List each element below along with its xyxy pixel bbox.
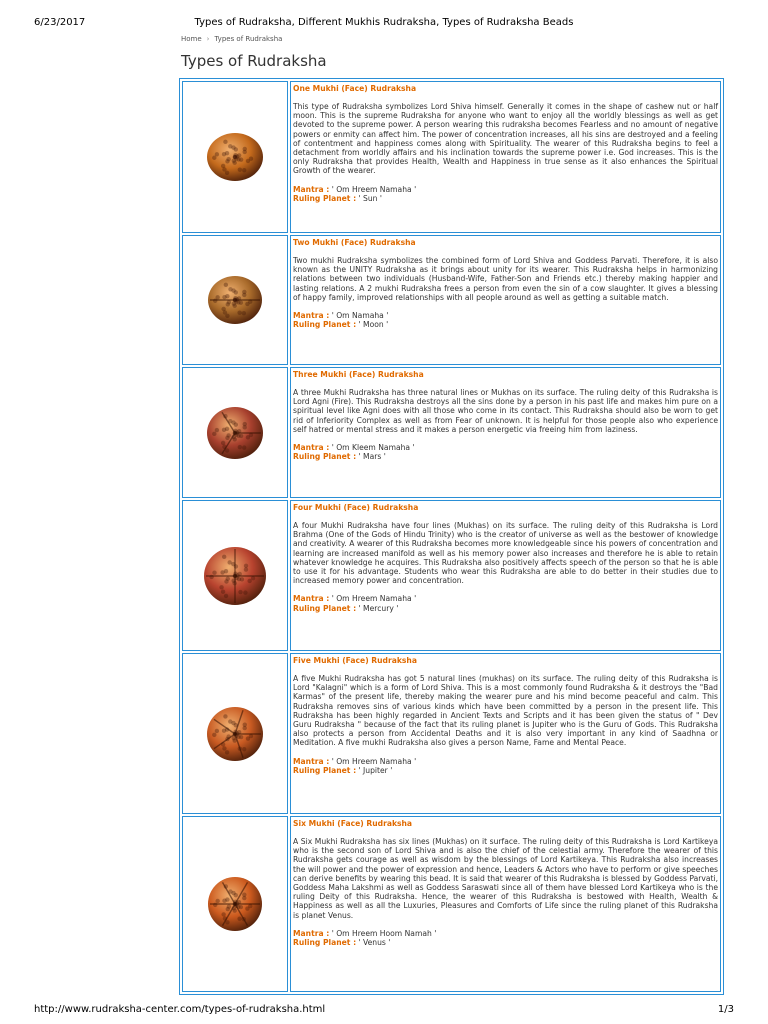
breadcrumb-home-link[interactable]: Home (181, 35, 202, 43)
ruling-planet-value: ' Jupiter ' (356, 765, 393, 775)
rudraksha-title: Four Mukhi (Face) Rudraksha (293, 503, 419, 512)
rudraksha-meta (293, 929, 718, 947)
ruling-planet-value: ' Moon ' (356, 320, 389, 330)
rudraksha-image-cell (182, 81, 288, 233)
breadcrumb-separator: › (206, 35, 210, 43)
mantra-value: ' Om Hreem Namaha ' (329, 756, 417, 766)
rudraksha-title: Three Mukhi (Face) Rudraksha (293, 370, 424, 379)
rudraksha-title: Two Mukhi (Face) Rudraksha (293, 238, 416, 247)
rudraksha-description: A Six Mukhi Rudraksha has six lines (Mukhas) on it surface. The ruling deity of this Rudraksha is Lord Kartikeya who is the second son of Lord Shiva and is also the chief of the celestial army. Therefore the wearer of this Rudraksha gets courage as well as wisdom by the blessings of Lord Kartikeya. This Rudraksha also increases the will power and the power of expression and hence, Leaders & Actors who have to perform or give speeches can derive benefits by wearing this bead. It is said that wearer of this Rudraksha is blessed by Goddess Parvati, Goddess Maha Lakshmi as well as Goddess Saraswati since all of them have blessed Lord Kartikeya who is the ruling Deity of this Rudraksha. Hence, the wearer of this Rudraksha is bestowed with Health, Wealth & Happiness as well as all the Luxuries, Pleasures and Comforts of Life since the ruling planet of this Rudraksha is planet Venus. (293, 837, 718, 920)
mantra-label: Mantra : (293, 443, 330, 453)
breadcrumb (181, 35, 282, 43)
rudraksha-bead-image (206, 706, 264, 762)
rudraksha-row (182, 653, 721, 814)
rudraksha-info-cell (290, 500, 721, 651)
rudraksha-row (182, 235, 721, 365)
print-date: 6/23/2017 (34, 17, 86, 28)
print-url: http://www.rudraksha-center.com/types-of-rudraksha.html (34, 1004, 326, 1015)
rudraksha-row (182, 367, 721, 498)
rudraksha-info-cell (290, 81, 721, 233)
mantra-value: ' Om Hreem Namaha ' (329, 184, 417, 194)
ruling-planet-label: Ruling Planet : (293, 452, 357, 462)
rudraksha-row (182, 816, 721, 992)
rudraksha-meta (293, 594, 718, 612)
rudraksha-table (179, 78, 724, 995)
rudraksha-title: One Mukhi (Face) Rudraksha (293, 84, 417, 93)
rudraksha-bead-image (203, 546, 267, 606)
ruling-planet-value: ' Sun ' (356, 193, 382, 203)
mantra-value: ' Om Hreem Namaha ' (329, 594, 417, 604)
mantra-label: Mantra : (293, 928, 330, 938)
print-page-number: 1/3 (717, 1004, 734, 1015)
ruling-planet-value: ' Mars ' (356, 452, 386, 462)
rudraksha-info-cell (290, 816, 721, 992)
mantra-value: ' Om Kleem Namaha ' (329, 443, 415, 453)
mantra-label: Mantra : (293, 184, 330, 194)
rudraksha-meta (293, 185, 718, 203)
rudraksha-bead-image (206, 132, 264, 182)
print-title: Types of Rudraksha, Different Mukhis Rudraksha, Types of Rudraksha Beads (194, 17, 574, 28)
rudraksha-meta (293, 443, 718, 461)
mantra-label: Mantra : (293, 594, 330, 604)
ruling-planet-label: Ruling Planet : (293, 603, 357, 613)
mantra-label: Mantra : (293, 311, 330, 321)
rudraksha-info-cell (290, 367, 721, 498)
mantra-value: ' Om Hreem Hoom Namah ' (329, 928, 437, 938)
rudraksha-image-cell (182, 653, 288, 814)
ruling-planet-value: ' Mercury ' (356, 603, 399, 613)
print-header (0, 0, 768, 28)
rudraksha-image-cell (182, 816, 288, 992)
rudraksha-info-cell (290, 653, 721, 814)
rudraksha-meta (293, 311, 718, 329)
rudraksha-row (182, 500, 721, 651)
rudraksha-description: Two mukhi Rudraksha symbolizes the combined form of Lord Shiva and Goddess Parvati. Therefore, it is also known as the UNITY Rudraksha as it brings about unity for its wearer. This Rudraksha helps in harmonizing relations between two individuals (Husband-Wife, Father-Son and Friends etc.) thereby making happier and lasting relations. A 2 mukhi Rudraksha frees a person from even the sin of a cow slaughter. It gives a blessing of happy family, improved relationships with all people around as well as getting a suitable match. (293, 256, 718, 302)
rudraksha-title: Six Mukhi (Face) Rudraksha (293, 819, 413, 828)
rudraksha-description: A three Mukhi Rudraksha has three natural lines or Mukhas on its surface. The ruling deity of this Rudraksha is Lord Agni (Fire). This Rudraksha destroys all the sins done by a person in his past life and makes him pure on a spiritual level like Agni does with all those who come in its contact. This Rudraksha should also be worn to get rid of Inferiority Complex as well as from Fear of unknown. It is helpful for those people also who experience self hatred or mental stress and it makes a person energetic via freeing him from laziness. (293, 388, 718, 434)
ruling-planet-label: Ruling Planet : (293, 938, 357, 948)
rudraksha-row (182, 81, 721, 233)
rudraksha-image-cell (182, 500, 288, 651)
ruling-planet-label: Ruling Planet : (293, 320, 357, 330)
rudraksha-bead-image (206, 406, 264, 460)
rudraksha-description: A four Mukhi Rudraksha have four lines (Mukhas) on its surface. The ruling deity of this Rudraksha is Lord Brahma (One of the Gods of Hindu Trinity) who is the creator of universe as well as the bestower of knowledge and creativity. A wearer of this Rudraksha becomes more knowledgeable since his powers of concentration and learning are increased manifold as well as his memory power also increases and therefore he is able to retain whatever knowledge he acquires. This Rudraksha also positively affects speech of the person so that he is able to use it for his advantage. Students who wear this Rudraksha are able to do better in their studies due to increased memory power and concentration. (293, 521, 718, 586)
rudraksha-bead-image (207, 275, 263, 325)
breadcrumb-current: Types of Rudraksha (214, 35, 283, 43)
rudraksha-bead-image (207, 876, 263, 932)
rudraksha-image-cell (182, 367, 288, 498)
mantra-label: Mantra : (293, 756, 330, 766)
ruling-planet-label: Ruling Planet : (293, 765, 357, 775)
rudraksha-title: Five Mukhi (Face) Rudraksha (293, 656, 417, 665)
page-title: Types of Rudraksha (181, 52, 327, 70)
mantra-value: ' Om Namaha ' (329, 311, 389, 321)
ruling-planet-label: Ruling Planet : (293, 193, 357, 203)
rudraksha-image-cell (182, 235, 288, 365)
rudraksha-meta (293, 757, 718, 775)
ruling-planet-value: ' Venus ' (356, 938, 391, 948)
rudraksha-description: This type of Rudraksha symbolizes Lord Shiva himself. Generally it comes in the shape of cashew nut or half moon. This is the supreme Rudraksha for anyone who want to enjoy all the worldly blessings as well as get devoted to the supreme power. A person wearing this rudraksha becomes Fearless and no amount of negative powers or enmity can affect him. The power of concentration increases, all his sins are destroyed and a feeling of contentment and happiness comes along with Spirituality. The wearer of this Rudraksha begins to feel a detachment from worldly affairs and his inclination towards the supreme power i.e. God increases. This is the only Rudraksha that provides Health, Wealth and Happiness in true sense as it also enhances the Spiritual Growth of the wearer. (293, 102, 718, 176)
rudraksha-info-cell (290, 235, 721, 365)
rudraksha-description: A five Mukhi Rudraksha has got 5 natural lines (mukhas) on its surface. The ruling deity of this Rudraksha is Lord "Kalagni" which is a form of Lord Shiva. This is a most commonly found Rudraksha & it destroys the "Bad Karmas" of the present life, thereby making the wearer pure and his mind become peaceful and calm. This Rudraksha removes sins of various kinds which have been committed by a person in the present life. This Rudraksha has been highly regarded in Ancient Texts and Scripts and it has been given the status of " Dev Guru Rudraksha " because of the fact that its ruling planet is Jupiter who is the Guru of Gods. This Rudraksha also protects a person from Accidental Deaths and it is also very important in any kind of Saadhna or Meditation. A five mukhi Rudraksha also gives a person Name, Fame and Mental Peace. (293, 674, 718, 748)
